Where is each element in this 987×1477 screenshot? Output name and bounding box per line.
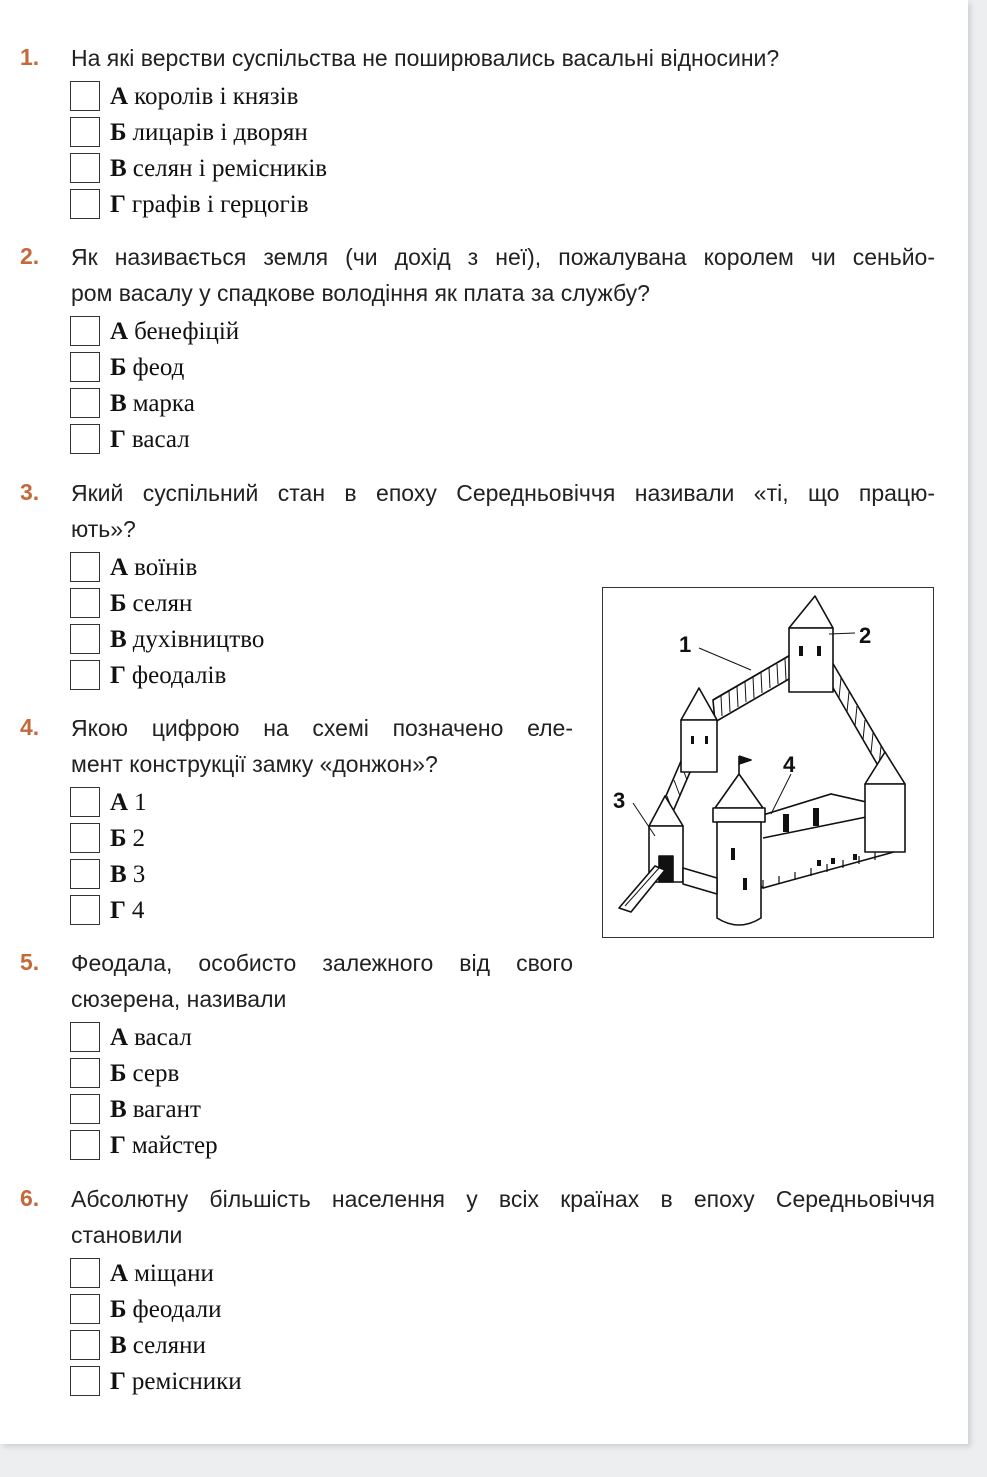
option-letter: Б	[110, 825, 127, 852]
option-letter: Б	[110, 1060, 127, 1087]
checkbox[interactable]	[70, 117, 100, 147]
option-letter: А	[110, 1024, 129, 1051]
option-text: серв	[132, 1060, 180, 1087]
option-text: феодали	[132, 1296, 222, 1323]
checkbox[interactable]	[70, 388, 100, 418]
question-text	[71, 239, 935, 311]
checkbox[interactable]	[70, 1130, 100, 1160]
checkbox[interactable]	[70, 1294, 100, 1324]
option-letter: Г	[110, 191, 126, 218]
checkbox[interactable]	[70, 189, 100, 219]
option-letter: Г	[110, 897, 126, 924]
option-text: селян	[132, 590, 193, 617]
question-line: На які верстви суспільства не поширювались васальні відносини?	[71, 45, 780, 71]
checkbox[interactable]	[70, 352, 100, 382]
option-letter: Г	[110, 426, 126, 453]
option-letter: Б	[110, 1296, 127, 1323]
castle-diagram	[602, 587, 934, 938]
question-line: сюзерена, називали	[71, 986, 287, 1012]
option-text: вагант	[132, 1096, 201, 1123]
option-text: 1	[134, 789, 147, 816]
question-line: ють»?	[71, 516, 136, 542]
castle-icon	[603, 588, 933, 937]
question-line: Якою цифрою на схемі позначено еле-	[71, 715, 573, 741]
option-letter: Б	[110, 354, 127, 381]
option-letter: Г	[110, 1132, 126, 1159]
option-letter: В	[110, 390, 127, 417]
checkbox[interactable]	[70, 552, 100, 582]
checkbox[interactable]	[70, 81, 100, 111]
question-number: 2.	[20, 243, 40, 269]
option-text: феод	[132, 354, 185, 381]
question-line: мент конструкції замку «донжон»?	[71, 751, 438, 777]
checkbox[interactable]	[70, 588, 100, 618]
option-text: марка	[132, 390, 195, 417]
option-letter: В	[110, 1332, 127, 1359]
question-number: 4.	[20, 714, 40, 740]
question-text	[71, 475, 935, 547]
checkbox[interactable]	[70, 1258, 100, 1288]
question-line: Абсолютну більшість населення у всіх країнах в епоху Середньовіччя	[71, 1186, 935, 1212]
option-text: міщани	[134, 1260, 214, 1287]
checkbox[interactable]	[70, 424, 100, 454]
checkbox[interactable]	[70, 1058, 100, 1088]
checkbox[interactable]	[70, 823, 100, 853]
option-text: королів і князів	[134, 83, 299, 110]
option-text: графів і герцогів	[131, 191, 309, 218]
option-text: селян і ремісників	[132, 155, 328, 182]
option-text: феодалів	[131, 662, 227, 689]
checkbox[interactable]	[70, 1094, 100, 1124]
option-text: лицарів і дворян	[132, 119, 308, 146]
option-letter: А	[110, 1260, 129, 1287]
option-text: бенефіцій	[134, 318, 240, 345]
checkbox[interactable]	[70, 624, 100, 654]
question-line: становили	[71, 1222, 183, 1248]
option-letter: А	[110, 318, 129, 345]
question-text	[71, 1181, 935, 1253]
checkbox[interactable]	[70, 316, 100, 346]
checkbox[interactable]	[70, 1330, 100, 1360]
checkbox[interactable]	[70, 1366, 100, 1396]
checkbox[interactable]	[70, 153, 100, 183]
option-letter: В	[110, 861, 127, 888]
checkbox[interactable]	[70, 787, 100, 817]
question-line: ром васалу у спадкове володіння як плата за службу?	[71, 280, 650, 306]
checkbox[interactable]	[70, 859, 100, 889]
option-text: 2	[132, 825, 146, 852]
question-line: Який суспільний стан в епоху Середньовіччя називали «ті, що працю-	[71, 480, 935, 506]
checkbox[interactable]	[70, 895, 100, 925]
option-letter: Г	[110, 1368, 126, 1395]
option-letter: В	[110, 626, 127, 653]
option-letter: Г	[110, 662, 126, 689]
option-letter: Б	[110, 590, 127, 617]
option-text: ремісники	[131, 1368, 242, 1395]
question-line: Як називається земля (чи дохід з неї), пожалувана королем чи сеньйо-	[71, 244, 935, 270]
option-text: 3	[132, 861, 146, 888]
option-letter: А	[110, 554, 129, 581]
option-text: васал	[131, 426, 190, 453]
option-text: духівництво	[132, 626, 265, 653]
question-number: 3.	[20, 479, 40, 505]
question-line: Феодала, особисто залежного від свого	[71, 950, 573, 976]
callout-4: 4	[783, 752, 796, 777]
checkbox[interactable]	[70, 1022, 100, 1052]
option-letter: Б	[110, 119, 127, 146]
callout-3: 3	[613, 788, 626, 813]
option-text: майстер	[131, 1132, 218, 1159]
callout-2: 2	[859, 623, 872, 648]
option-text: 4	[131, 897, 145, 924]
checkbox[interactable]	[70, 660, 100, 690]
option-text: васал	[134, 1024, 192, 1051]
question-text	[71, 710, 573, 782]
question-number: 1.	[20, 44, 40, 70]
question-number: 5.	[20, 949, 40, 975]
question-text	[71, 945, 573, 1017]
option-letter: А	[110, 789, 129, 816]
option-letter: А	[110, 83, 129, 110]
question-text	[71, 40, 931, 76]
option-letter: В	[110, 1096, 127, 1123]
callout-1: 1	[679, 632, 692, 657]
option-letter: В	[110, 155, 127, 182]
option-text: воїнів	[134, 554, 198, 581]
question-number: 6.	[20, 1185, 40, 1211]
option-text: селяни	[132, 1332, 206, 1359]
